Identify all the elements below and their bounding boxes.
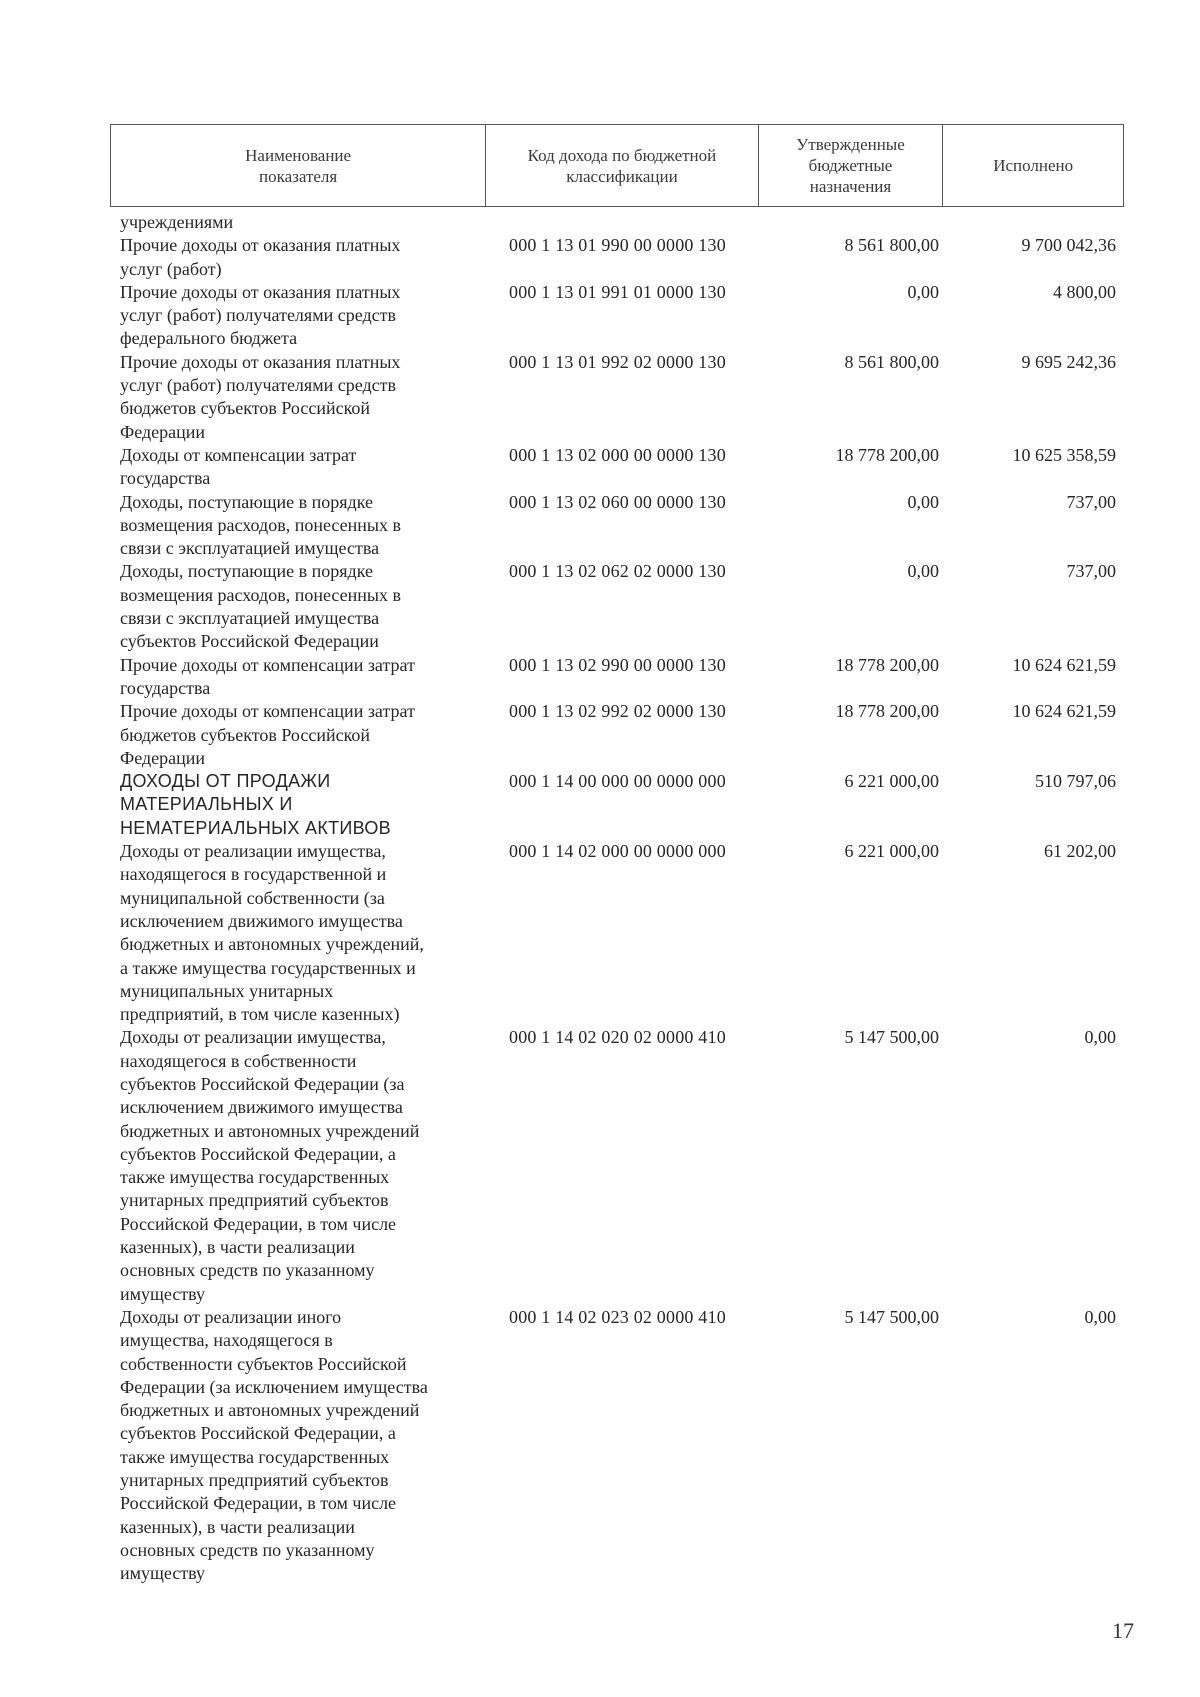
- row-executed: 0,00: [1084, 1027, 1116, 1048]
- row-approved: 8 561 800,00: [844, 235, 939, 256]
- row-name: Прочие доходы от оказания платных услуг (работ) получателями средств бюджетов субъектов Российской Федерации: [120, 351, 401, 442]
- row-approved: [764, 211, 939, 234]
- row-approved: 18 778 200,00: [835, 701, 939, 722]
- page-number: 17: [1112, 1618, 1134, 1643]
- table-row: [120, 491, 1124, 561]
- row-name: ДОХОДЫ ОТ ПРОДАЖИ МАТЕРИАЛЬНЫХ И НЕМАТЕРИАЛЬНЫХ АКТИВОВ: [120, 771, 391, 838]
- row-code: 000 1 13 01 992 02 0000 130: [509, 351, 726, 372]
- header-executed: Исполнено: [942, 125, 1123, 206]
- row-name: учреждениями: [120, 212, 234, 232]
- table-row: [120, 281, 1124, 351]
- row-name: Прочие доходы от оказания платных услуг (работ): [120, 235, 401, 279]
- row-executed: [939, 211, 1116, 234]
- table-row: [120, 234, 1124, 281]
- row-approved: 6 221 000,00: [844, 841, 939, 862]
- row-code: 000 1 14 02 020 02 0000 410: [509, 1027, 726, 1048]
- table-row: [120, 351, 1124, 444]
- table-body: [120, 211, 1124, 1586]
- row-name: Прочие доходы от оказания платных услуг (работ) получателями средств федерального бюджета: [120, 281, 401, 349]
- table-row: [120, 1306, 1124, 1586]
- row-name: Прочие доходы от компенсации затрат бюджетов субъектов Российской Федерации: [120, 701, 415, 768]
- row-name: Доходы от реализации имущества, находящегося в собственности субъектов Российской Федерации (за исключением движимого имущества бюджетных и автономных учреждений субъектов Российской Федерации, а также имущества государственных унитарных предприятий субъектов Российской Федерации, в том числе казенных), в части реализации основных средств по указанному имуществу: [120, 1027, 420, 1304]
- row-name: Доходы, поступающие в порядке возмещения расходов, понесенных в связи с эксплуатацией имущества: [120, 491, 401, 559]
- row-executed: 9 700 042,36: [1021, 235, 1116, 256]
- table-row: [120, 211, 1124, 234]
- row-code: 000 1 14 00 000 00 0000 000: [509, 771, 726, 792]
- row-code: 000 1 14 02 000 00 0000 000: [509, 841, 726, 862]
- row-executed: 10 624 621,59: [1012, 701, 1116, 722]
- row-approved: 18 778 200,00: [835, 654, 939, 675]
- header-approved: Утвержденные бюджетные назначения: [758, 125, 943, 206]
- row-code: 000 1 14 02 023 02 0000 410: [509, 1306, 726, 1327]
- table-header: [110, 124, 1124, 207]
- row-code: [505, 211, 764, 234]
- row-code: 000 1 13 02 000 00 0000 130: [509, 444, 726, 465]
- table-row: [120, 770, 1124, 840]
- row-approved: 0,00: [907, 281, 939, 302]
- table-row: [120, 840, 1124, 1026]
- table-row: [120, 700, 1124, 770]
- row-executed: 737,00: [1066, 491, 1116, 512]
- row-executed: 0,00: [1084, 1306, 1116, 1327]
- row-name: Доходы от компенсации затрат государства: [120, 444, 357, 489]
- row-approved: 8 561 800,00: [844, 351, 939, 372]
- row-approved: 0,00: [907, 561, 939, 582]
- row-code: 000 1 13 02 992 02 0000 130: [509, 701, 726, 722]
- row-code: 000 1 13 01 990 00 0000 130: [509, 235, 726, 256]
- row-executed: 9 695 242,36: [1021, 351, 1116, 372]
- row-code: 000 1 13 02 990 00 0000 130: [509, 654, 726, 675]
- table-row: [120, 1026, 1124, 1306]
- row-code: 000 1 13 02 062 02 0000 130: [509, 561, 726, 582]
- row-name: Доходы от реализации имущества, находящегося в государственной и муниципальной собственности (за исключением движимого имущества бюджетных и автономных учреждений, а также имущества государственных и муниципальных унитарных предприятий, в том числе казенных): [120, 841, 424, 1025]
- row-approved: 18 778 200,00: [835, 444, 939, 465]
- row-name: Доходы от реализации иного имущества, находящегося в собственности субъектов Российской Федерации (за исключением имущества бюджетных и автономных учреждений субъектов Российской Федерации, а также имущества государственных унитарных предприятий субъектов Российской Федерации, в том числе казенных), в части реализации основных средств по указанному имуществу: [120, 1306, 428, 1584]
- row-executed: 10 625 358,59: [1012, 444, 1116, 465]
- row-approved: 0,00: [907, 491, 939, 512]
- row-code: 000 1 13 02 060 00 0000 130: [509, 491, 726, 512]
- row-approved: 5 147 500,00: [844, 1027, 939, 1048]
- row-approved: 5 147 500,00: [844, 1306, 939, 1327]
- row-executed: 61 202,00: [1044, 841, 1116, 862]
- row-executed: 737,00: [1066, 561, 1116, 582]
- row-executed: 10 624 621,59: [1012, 654, 1116, 675]
- row-name: Доходы, поступающие в порядке возмещения расходов, понесенных в связи с эксплуатацией имущества субъектов Российской Федерации: [120, 561, 401, 652]
- row-code: 000 1 13 01 991 01 0000 130: [509, 281, 726, 302]
- row-executed: 4 800,00: [1053, 281, 1116, 302]
- row-executed: 510 797,06: [1035, 771, 1116, 792]
- table-row: [120, 444, 1124, 491]
- header-name: Наименование показателя: [245, 145, 352, 186]
- table-row: [120, 560, 1124, 653]
- row-approved: 6 221 000,00: [844, 771, 939, 792]
- table-row: [120, 654, 1124, 701]
- header-code: Код дохода по бюджетной классификации: [485, 125, 757, 206]
- row-name: Прочие доходы от компенсации затрат государства: [120, 654, 415, 698]
